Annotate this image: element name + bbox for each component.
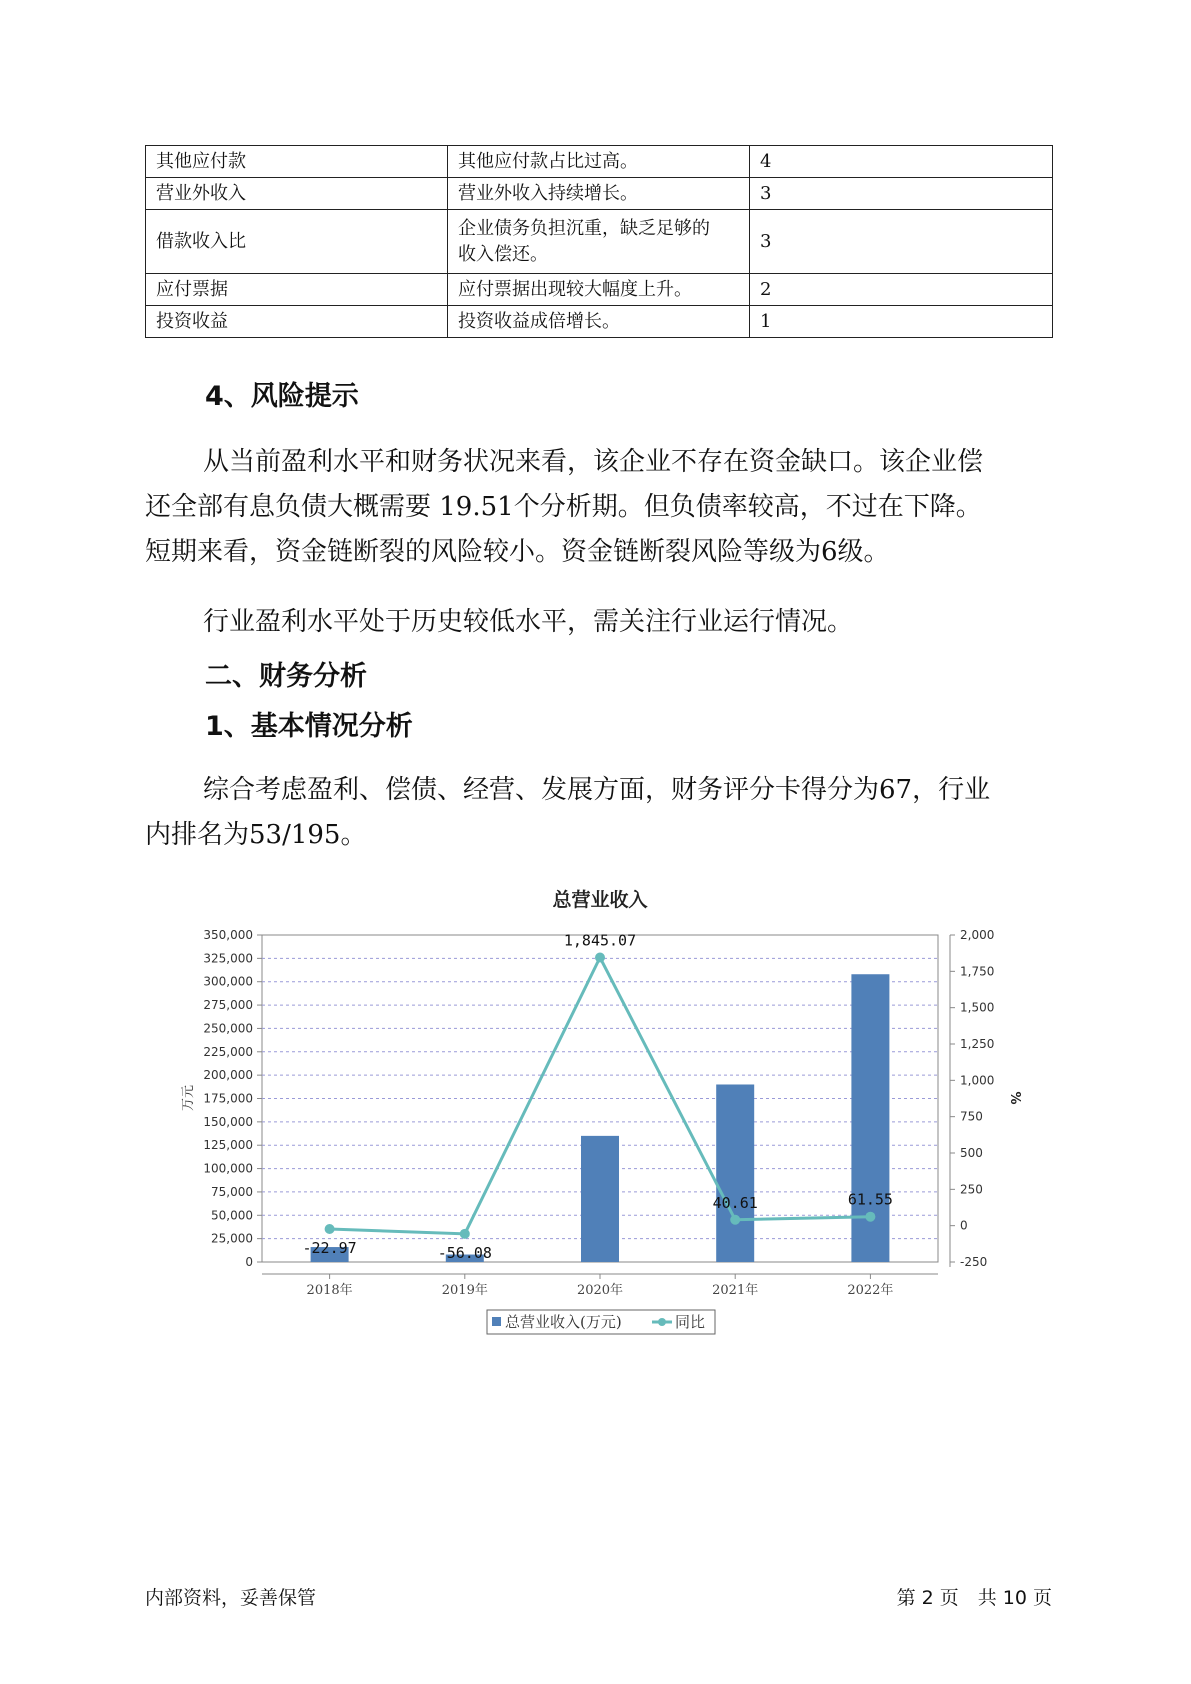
basic-heading: 1、基本情况分析 [205,711,413,742]
x-tick-label: 2020年 [576,1283,624,1298]
indicator-name-cell: 应付票据 [146,274,448,306]
y2-tick-label: 500 [960,1146,983,1160]
y-tick-label: 225,000 [203,1044,253,1059]
y2-axis-label: % [1007,1091,1022,1105]
y-tick-label: 150,000 [203,1114,253,1129]
y2-tick-label: 0 [960,1218,968,1233]
risk-level-cell: 4 [750,146,1053,178]
y-tick-label: 325,000 [203,951,253,966]
y2-tick-label: 1,750 [960,964,995,979]
y-tick-label: 300,000 [203,974,253,989]
basic-paragraph-line: 内排名为53/195。 [145,820,367,850]
yoy-data-label: -56.08 [437,1243,492,1262]
y-tick-label: 50,000 [211,1208,253,1223]
legend-bar-label: 总营业收入(万元) [505,1313,622,1331]
x-tick-label: 2018年 [306,1283,353,1298]
description-line: 营业外收入持续增长。 [458,182,638,204]
finance-heading: 二、财务分析 [205,661,367,692]
yoy-point [460,1229,470,1239]
indicator-name-cell: 借款收入比 [146,210,448,274]
risk-level-cell: 3 [750,210,1053,274]
yoy-data-label: 40.61 [712,1193,758,1212]
yoy-point [730,1215,740,1225]
description-line: 企业债务负担沉重，缺乏足够的 [458,217,710,239]
description-line: 其他应付款占比过高。 [458,150,638,172]
y2-tick-label: 2,000 [960,928,995,942]
footer-confidential-note: 内部资料，妥善保管 [145,1587,317,1609]
y-tick-label: 350,000 [203,928,253,942]
y2-tick-label: 750 [960,1109,983,1124]
legend-line-marker [658,1318,666,1326]
description-line: 投资收益成倍增长。 [458,310,620,332]
y-tick-label: 75,000 [211,1184,253,1199]
yoy-point [865,1212,875,1222]
yoy-point [325,1224,335,1234]
risk-paragraph-1-line: 从当前盈利水平和财务状况来看，该企业不存在资金缺口。该企业偿 [203,447,984,477]
risk-paragraph-2-line: 行业盈利水平处于历史较低水平，需关注行业运行情况。 [203,607,854,637]
y-tick-label: 175,000 [203,1091,253,1106]
risk-paragraph-1-line: 还全部有息负债大概需要 19.51个分析期。但负债率较高，不过在下降。 [145,492,982,522]
revenue-bar [581,1136,619,1262]
yoy-data-label: -22.97 [302,1239,357,1258]
yoy-point [595,953,605,963]
y-tick-label: 200,000 [203,1068,253,1083]
x-tick-label: 2019年 [441,1283,488,1298]
indicator-name-cell: 其他应付款 [146,146,448,178]
y-tick-label: 25,000 [211,1231,253,1246]
legend-line-label: 同比 [675,1313,706,1331]
y-tick-label: 0 [245,1255,253,1269]
risk-level-cell: 1 [750,306,1053,338]
y2-tick-label: 250 [960,1182,983,1197]
y-tick-label: 100,000 [203,1161,253,1176]
y-tick-label: 250,000 [203,1021,253,1036]
x-tick-label: 2021年 [712,1283,759,1298]
revenue-bar [716,1084,754,1262]
y-axis-label: 万元 [181,1084,196,1112]
indicator-name-cell: 营业外收入 [146,178,448,210]
risk-heading: 4、风险提示 [205,381,359,412]
y2-tick-label: 1,500 [960,1000,995,1015]
risk-level-cell: 3 [750,178,1053,210]
legend-bar-swatch [492,1317,501,1326]
y-tick-label: 275,000 [203,998,253,1013]
yoy-data-label: 1,845.07 [563,931,637,950]
x-tick-label: 2022年 [847,1283,894,1298]
y2-tick-label: -250 [960,1255,988,1269]
y-tick-label: 125,000 [203,1138,253,1153]
chart-title: 总营业收入 [552,889,648,911]
footer-page-number: 第 2 页 共 10 页 [896,1587,1052,1609]
indicator-name-cell: 投资收益 [146,306,448,338]
basic-paragraph-line: 综合考虑盈利、偿债、经营、发展方面，财务评分卡得分为67，行业 [203,775,991,805]
risk-paragraph-1-line: 短期来看，资金链断裂的风险较小。资金链断裂风险等级为6级。 [145,537,890,567]
description-line: 应付票据出现较大幅度上升。 [458,278,692,300]
y2-tick-label: 1,250 [960,1037,995,1051]
description-line: 收入偿还。 [458,243,548,265]
y2-tick-label: 1,000 [960,1073,995,1088]
yoy-data-label: 61.55 [847,1190,893,1209]
risk-level-cell: 2 [750,274,1053,306]
